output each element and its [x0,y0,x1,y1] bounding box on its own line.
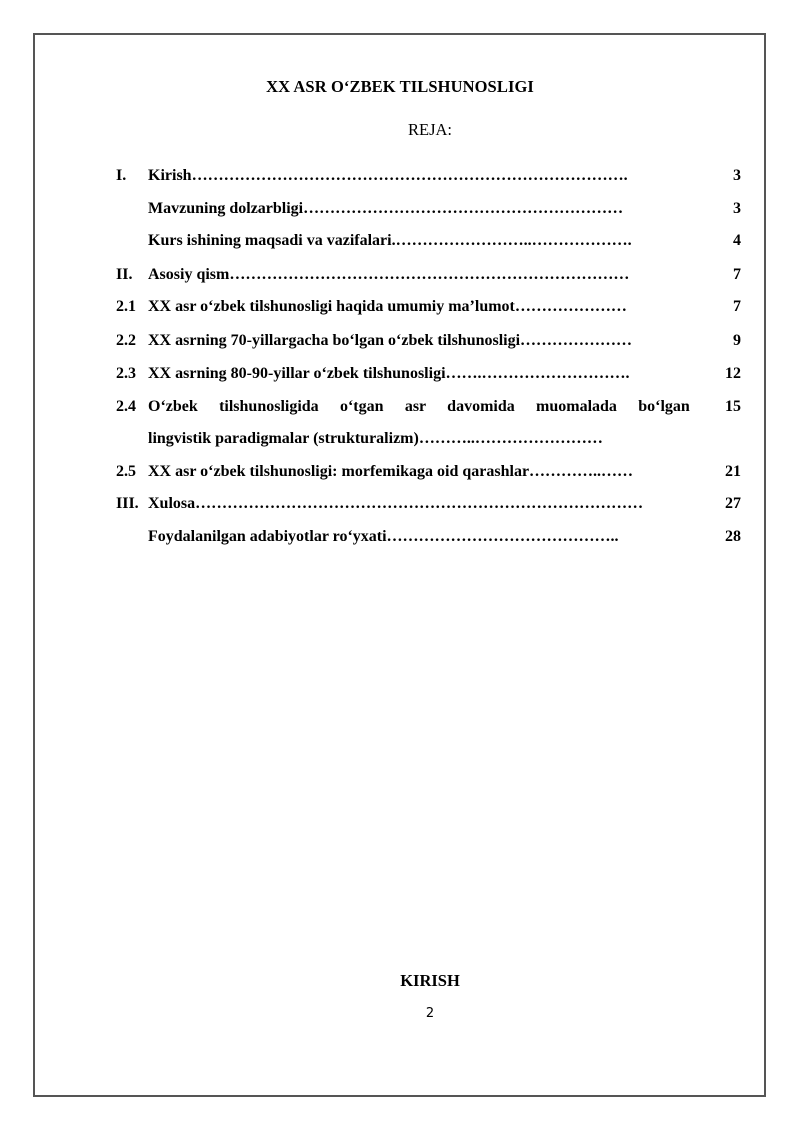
toc-page: 21 [725,463,741,480]
toc-entry-2-1[interactable] [0,297,800,321]
toc-title: Mavzuning dolzarbligi…………………………………………………… [148,200,624,217]
toc-entry-2-4[interactable] [0,397,800,421]
toc-number: 2.5 [116,463,136,480]
plan-heading: REJA: [407,120,452,139]
toc-number: 2.1 [116,298,136,315]
toc-page: 9 [733,332,741,349]
toc-entry-2-2[interactable] [0,331,800,355]
toc-page: 3 [733,200,741,217]
toc-entry-asosiy-qism[interactable] [0,265,800,289]
toc-page: 28 [725,528,741,545]
toc-title: Foydalanilgan adabiyotlar ro‘yxati…………………………………….. [148,528,619,545]
toc-entry-adabiyotlar[interactable] [0,527,800,551]
toc-title: XX asr o‘zbek tilshunosligi: morfemikaga oid qarashlar…………..…… [148,463,634,480]
toc-page: 15 [725,398,741,415]
toc-number: 2.2 [116,332,136,349]
toc-number: II. [116,266,133,283]
toc-title: Kirish………………………………………………………………………. [148,167,628,184]
toc-number: I. [116,167,127,184]
toc-entry-2-4-continued[interactable] [0,429,800,453]
section-heading: KIRISH [400,971,460,990]
page-number: 2 [425,1006,435,1021]
toc-title: Xulosa………………………………………………………………………… [148,495,644,512]
toc-page: 7 [733,266,741,283]
toc-page: 3 [733,167,741,184]
toc-entry-2-3[interactable] [0,364,800,388]
document-title: XX ASR O‘ZBEK TILSHUNOSLIGI [266,77,534,96]
toc-number: III. [116,495,139,512]
toc-entry-2-5[interactable] [0,462,800,486]
toc-title: XX asr o‘zbek tilshunosligi haqida umumiy ma’lumot………………… [148,298,627,315]
page-border [33,33,766,1097]
toc-title: O‘zbek tilshunosligida o‘tgan asr davomida muomalada bo‘lgan [148,398,690,415]
toc-title: Kurs ishining maqsadi va vazifalari.……………………..………………. [148,232,632,249]
toc-title: XX asrning 80-90-yillar o‘zbek tilshunosligi…….………………………. [148,365,630,382]
toc-title: XX asrning 70-yillargacha bo‘lgan o‘zbek tilshunosligi………………… [148,332,633,349]
toc-number: 2.3 [116,365,136,382]
toc-title: Asosiy qism………………………………………………………………… [148,266,630,283]
toc-title: lingvistik paradigmalar (strukturalizm)………..…………………… [148,430,603,447]
toc-page: 7 [733,298,741,315]
toc-number: 2.4 [116,398,136,415]
toc-page: 27 [725,495,741,512]
toc-page: 12 [725,365,741,382]
toc-page: 4 [733,232,741,249]
toc-entry-kirish[interactable] [0,166,800,190]
toc-entry-xulosa[interactable] [0,494,800,518]
toc-entry-mavzuning-dolzarbligi[interactable] [0,199,800,223]
toc-entry-maqsad-vazifalar[interactable] [0,231,800,255]
